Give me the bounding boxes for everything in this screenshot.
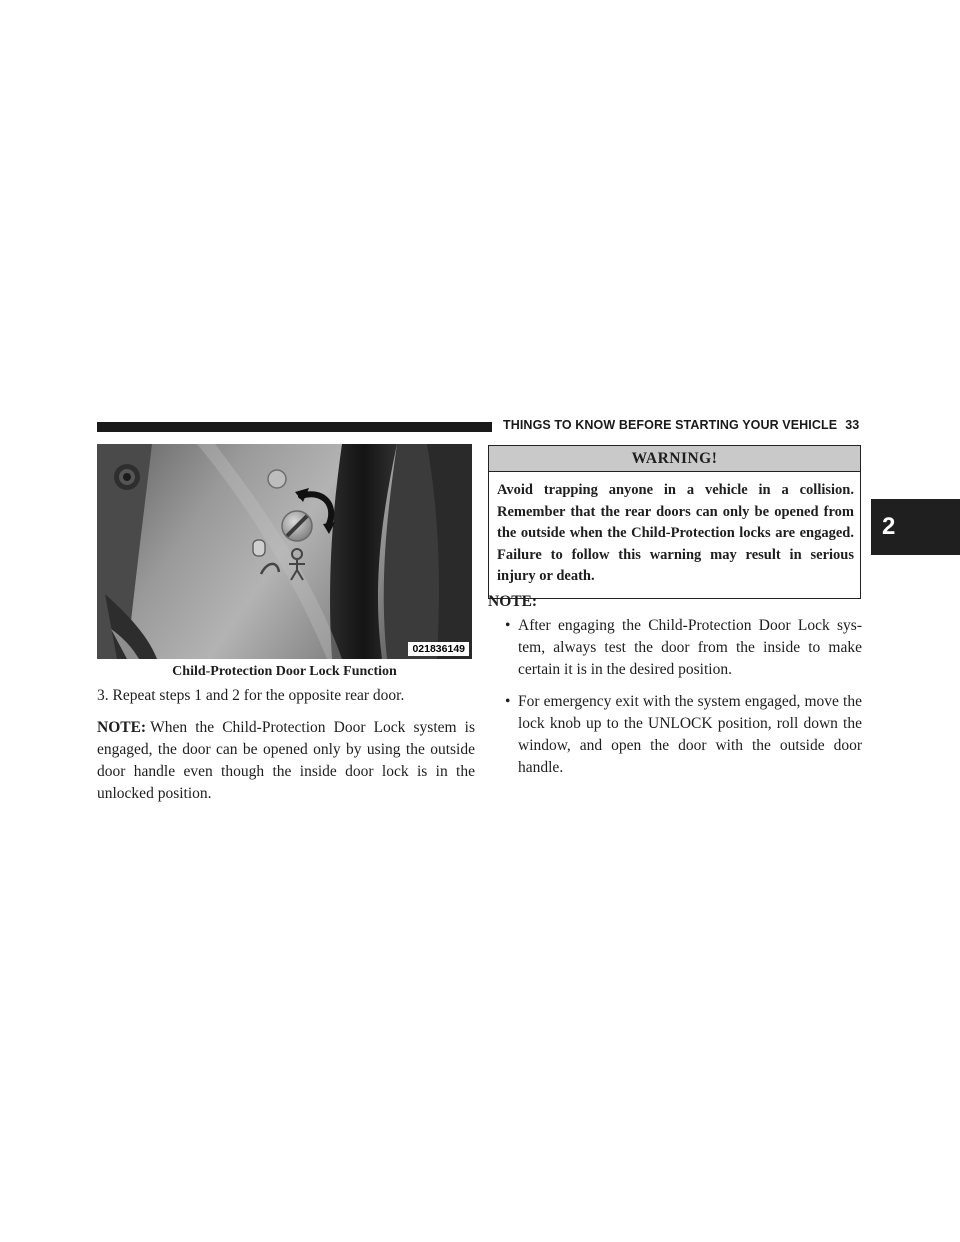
note-label: NOTE: xyxy=(97,719,147,736)
note-heading: NOTE: xyxy=(488,593,538,610)
bullet-icon: • xyxy=(505,693,511,710)
note-bullet-list xyxy=(500,615,862,789)
warning-text: Avoid trapping anyone in a vehicle in a collision. Remember that the rear doors can only be opened from the outside when the Child-Protection locks are engaged. Failure to follow this warning may result in serious injury or death. xyxy=(497,482,854,584)
image-id-label: 021836149 xyxy=(408,642,469,657)
bullet-text: After engaging the Child-Protection Door Lock sys- tem, always test the door from the inside to make certain it is in the desired position. xyxy=(518,617,862,678)
note-paragraph xyxy=(97,717,475,805)
list-item xyxy=(500,615,862,681)
bullet-text: For emergency exit with the system engaged, move the lock knob up to the UNLOCK position, roll down the window, and open the door with the outside door handle. xyxy=(518,693,862,776)
list-item xyxy=(500,691,862,779)
chapter-title: THINGS TO KNOW BEFORE STARTING YOUR VEHICLE xyxy=(503,418,838,432)
step-3-text: 3. Repeat steps 1 and 2 for the opposite rear door. xyxy=(97,687,405,704)
header-rule xyxy=(97,422,492,432)
page-number: 33 xyxy=(845,418,860,432)
door-lock-photo xyxy=(97,444,472,659)
chapter-tab: 2 xyxy=(871,499,960,555)
warning-box xyxy=(488,445,861,599)
door-lock-illustration xyxy=(97,444,472,659)
warning-title: WARNING! xyxy=(489,446,860,472)
figure-caption: Child-Protection Door Lock Function xyxy=(172,664,397,679)
running-header xyxy=(503,418,866,432)
bullet-icon: • xyxy=(505,617,511,634)
note-text: When the Child-Protection Door Lock system is engaged, the door can be opened only by using the outside door handle even though the inside door lock is in the unlocked position. xyxy=(97,719,475,802)
